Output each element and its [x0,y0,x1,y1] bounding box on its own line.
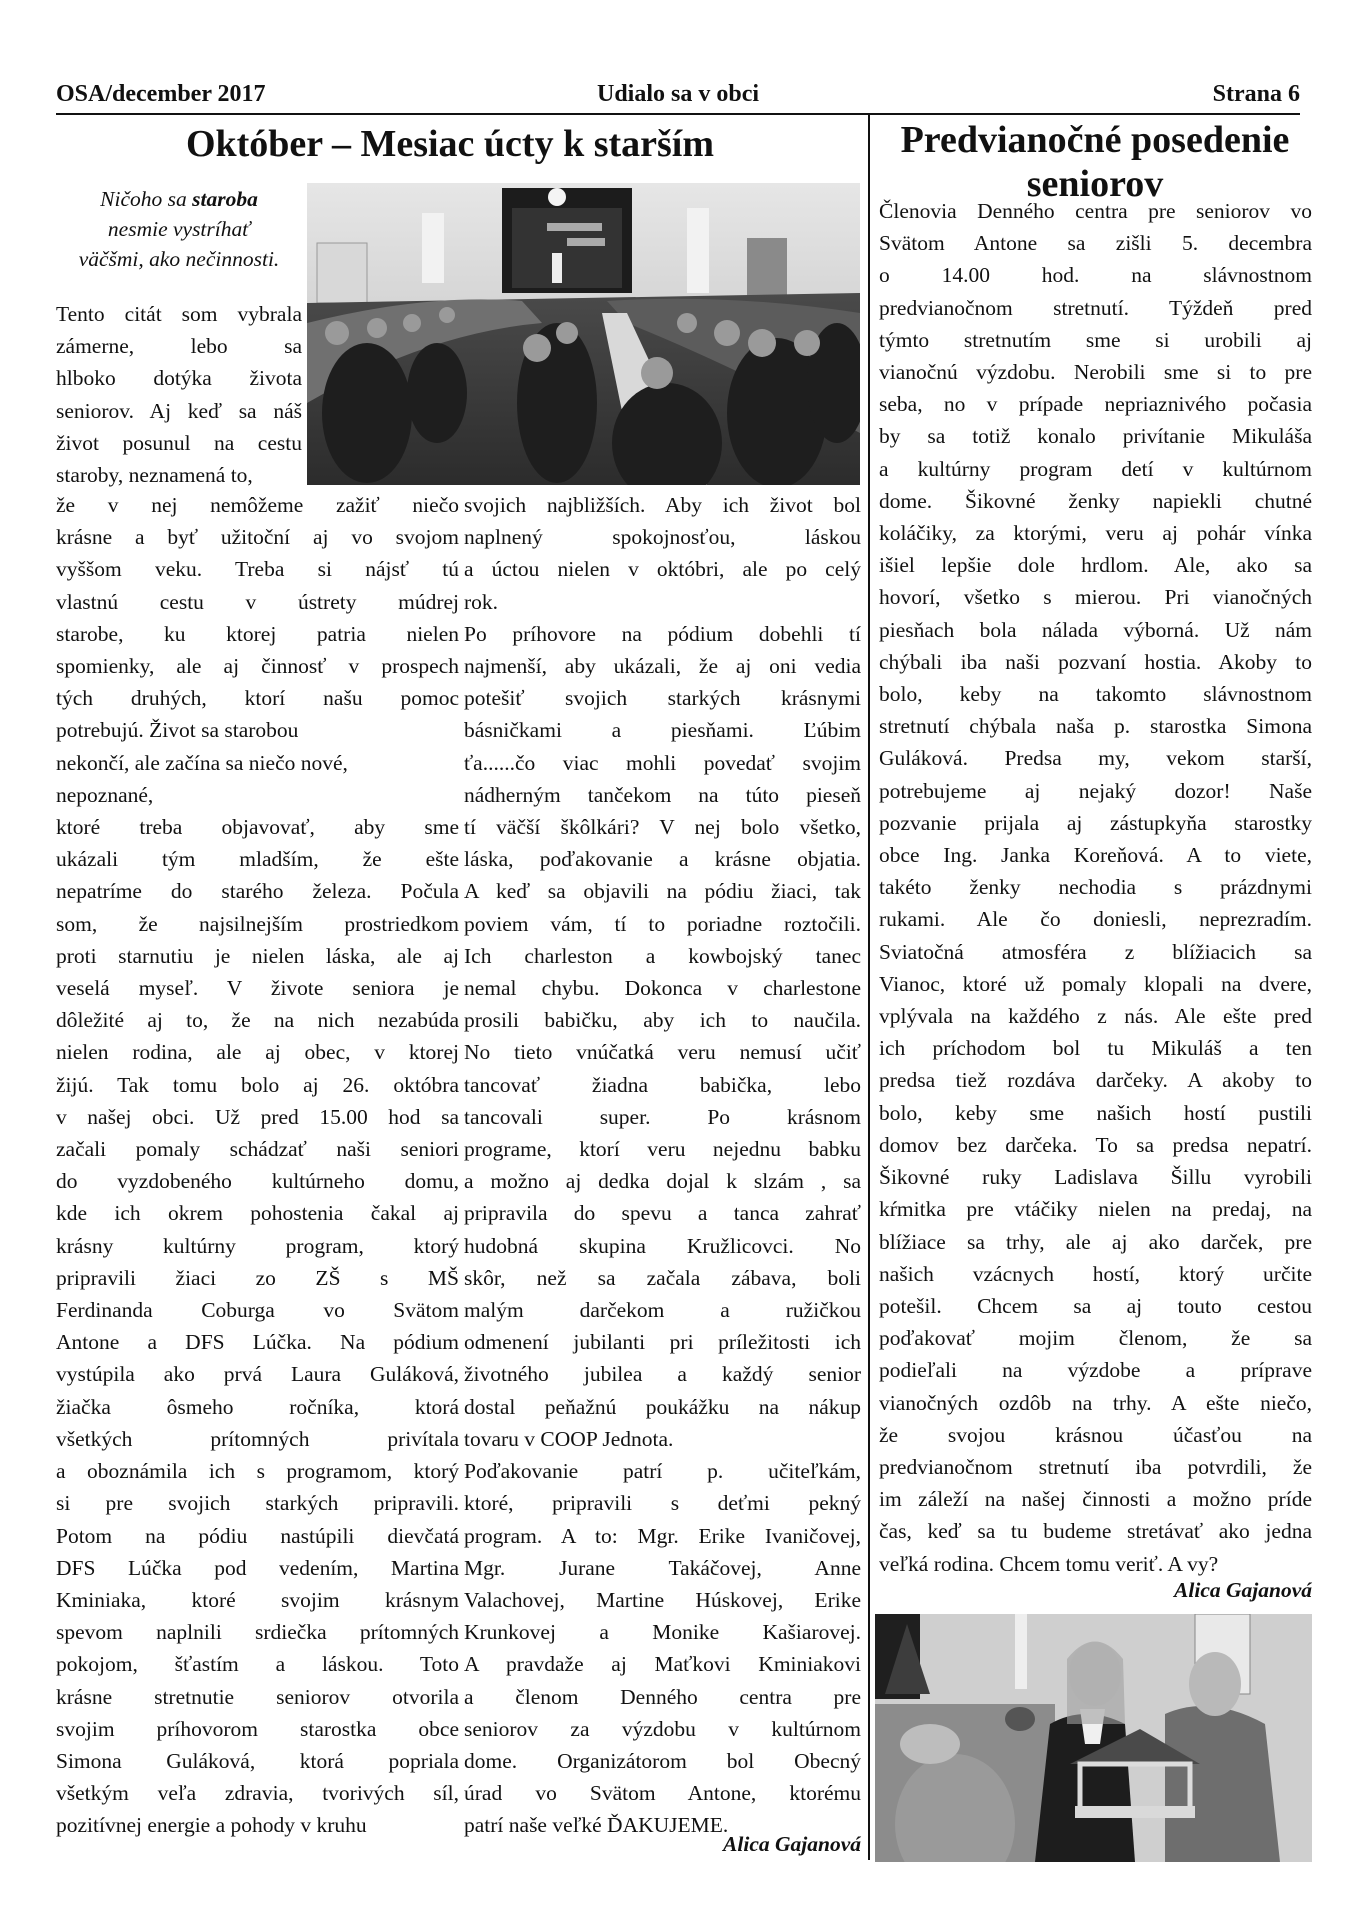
issue-label: OSA/december 2017 [56,81,266,107]
article1-intro-text: Tento citát som vybrala zámerne, lebo sa hlboko dotýka života seniorov. Aj keď sa náš život posunul na cestu staroby, neznamená to, [56,302,302,488]
header-divider [56,113,1300,115]
article2-title: Predvianočné posedenie seniorov [900,119,1290,205]
article1-column-2: svojich najbližších. Aby ich život bol naplnený spokojnosťou, láskou a úctou nielen v októbri, ale po celý rok. Po príhovore na pódium dobehli tí najmenší, aby ukázali, že aj oni vedia potešiť svojich starkých krásnymi básničkami a piesňami. Ľúbim ťa......čo viac mohli povedať svojim nádherným tančekom na túto pieseň tí väčší škôlkári? V nej bolo všetko, láska, poďakovanie a krásne objatia. A keď sa objavili na pódiu žiaci, tak poviem vám, tí to poriadne roztočili. Ich charleston a kowbojský tanec nemal chybu. Dokonca v charlestone prosili babičku, aby ich to naučila. No tieto vnúčatká veru nemusí učiť tancovať žiadna babička, lebo tancovali super. Po krásnom programe, ktorí veru nejednu babku a možno aj dedka dojal k slzám , sa pripravila do spevu a tanca zahrať hudobná skupina Kružlicovci. No skôr, než sa začala zábava, boli malým darčekom a ružičkou odmenení jubilanti pri príležitosti ich životného jubilea a každý senior dostal peňažnú poukážku na nákup tovaru v COOP Jednota. Poďakovanie patrí p. učiteľkám, ktoré, pripravili s deťmi pekný program. A to: Mgr. Erike Ivaničovej, Mgr. Jurane Takáčovej, Anne Valachovej, Martine Húskovej, Erike Krunkovej a Monike Kašiarovej. A pravdaže aj Maťkovi Kminiakovi a členom Denného centra pre seniorov za výzdobu v kultúrnom dome. Organizátorom bol Obecný úrad vo Svätom Antone, ktorému patrí naše veľké ĎAKUJEME. [464,493,861,1838]
article2-body: Členovia Denného centra pre seniorov vo Svätom Antone sa zišli 5. decembra o 14.00 hod. na slávnostnom predvianočnom stretnutí. Týždeň pred týmto stretnutím sme si urobili aj vianočnú výzdobu. Nerobili sme si to pre seba, no v prípade nepriaznivého počasia by sa totiž konalo privítanie Mikuláša a kultúrny program detí v kultúrnom dome. Šikovné ženky napiekli chutné koláčiky, za ktorými, veru aj pohár vínka išiel lepšie dole hrdlom. Ale, ako sa hovorí, všetko s mierou. Pri vianočných piesňach bola nálada výborná. Už nám chýbali iba naši pozvaní hostia. Akoby to bolo, keby na takomto slávnostnom stretnutí chýbala naša p. starostka Simona Guláková. Predsa my, vekom starší, potrebujeme aj nejaký dozor! Naše pozvanie prijala aj zástupkyňa starostky obce Ing. Janka Koreňová. A to viete, takéto ženky nechodia s prázdnymi rukami. Ale čo doniesli, neprezradím. Sviatočná atmosféra z blížiacich sa Vianoc, ktoré už pomaly klopali na dvere, vplývala na každého z nás. Ale ešte pred ich príchodom bol tu Mikuláš a ten predsa tiež rozdáva darčeky. A akoby to bolo, keby sme našich hostí pustili domov bez darčeka. To sa predsa nepatrí. Šikovné ruky Ladislava Šillu vyrobili kŕmitka pre vtáčiky nielen na predaj, na blížiace sa trhy, ale aj ako darček, pre našich vzácnych hostí, ktorý určite potešil. Chcem sa aj touto cestou poďakovať mojim členom, že sa podieľali na výzdobe a príprave vianočných ozdôb na trhy. A ešte niečo, že svojou krásnou účasťou na predvianočnom stretnutí iba potvrdili, že im záleží na našej činnosti a možno príde čas, keď sa tu budeme stretávať ako jedna veľká rodina. Chcem tomu veriť. A vy? [879,199,1312,1576]
quote-line-2: nesmie vystríhať [107,217,251,241]
article1-column-1: že v nej nemôžeme zažiť niečo krásne a byť užitoční aj vo svojom vyššom veku. Treba si nájsť tú vlastnú cestu v ústrety múdrej starobe, ku ktorej patria nielen spomienky, ale aj činnosť v prospech tých druhých, ktorí našu pomoc potrebujú. Život sa starobou nekončí, ale začína sa niečo nové, nepoznané, ktoré treba objavovať, aby sme ukázali tým mladším, že ešte nepatríme do starého železa. Počula som, že najsilnejším prostriedkom proti starnutiu je nielen láska, ale aj veselá myseľ. V živote seniora je dôležité aj to, že na nich nezabúda nielen rodina, ale aj obec, v ktorej žijú. Tak tomu bolo aj 26. októbra v našej obci. Už pred 15.00 hod sa začali pomaly schádzať naši seniori do vyzdobeného kultúrneho domu, kde ich okrem pohostenia čakal aj krásny kultúrny program, ktorý pripravili žiaci zo ZŠ s MŠ Ferdinanda Coburga vo Svätom Antone a DFS Lúčka. Na pódium vystúpila ako prvá Laura Guláková, žiačka ôsmeho ročníka, ktorá všetkých prítomných privítala a oboznámila ich s programom, ktorý si pre svojich starkých pripravili. Potom na pódiu nastúpili dievčatá DFS Lúčka pod vedením, Martina Kminiaka, ktoré svojim krásnym spevom naplnili srdiečka prítomných pokojom, šťastím a láskou. Toto krásne stretnutie seniorov otvorila svojim príhovorom starostka obce Simona Guláková, ktorá popriala všetkým veľa zdravia, tvorivých síl, pozitívnej energie a pohody v kruhu [56,493,459,1838]
page-header [56,78,1300,110]
article1-photo [307,183,860,485]
quote-line-1: Ničoho sa staroba [100,187,258,211]
article1-title: Október – Mesiac úcty k starším [185,123,715,165]
section-label: Udialo sa v obci [596,81,760,107]
article2-photo [875,1614,1312,1862]
article1-author: Alica Gajanová [723,1832,861,1856]
article1-quote [56,184,302,274]
quote-emphasis: staroba [192,187,258,211]
quote-line-3: väčšmi, ako nečinnosti. [78,247,280,271]
birdhouse-photo-illustration [875,1614,1312,1862]
hall-photo-illustration [307,183,860,485]
page-number: Strana 6 [1212,81,1300,107]
article2-author: Alica Gajanová [1174,1578,1312,1602]
column-divider [868,115,870,1860]
